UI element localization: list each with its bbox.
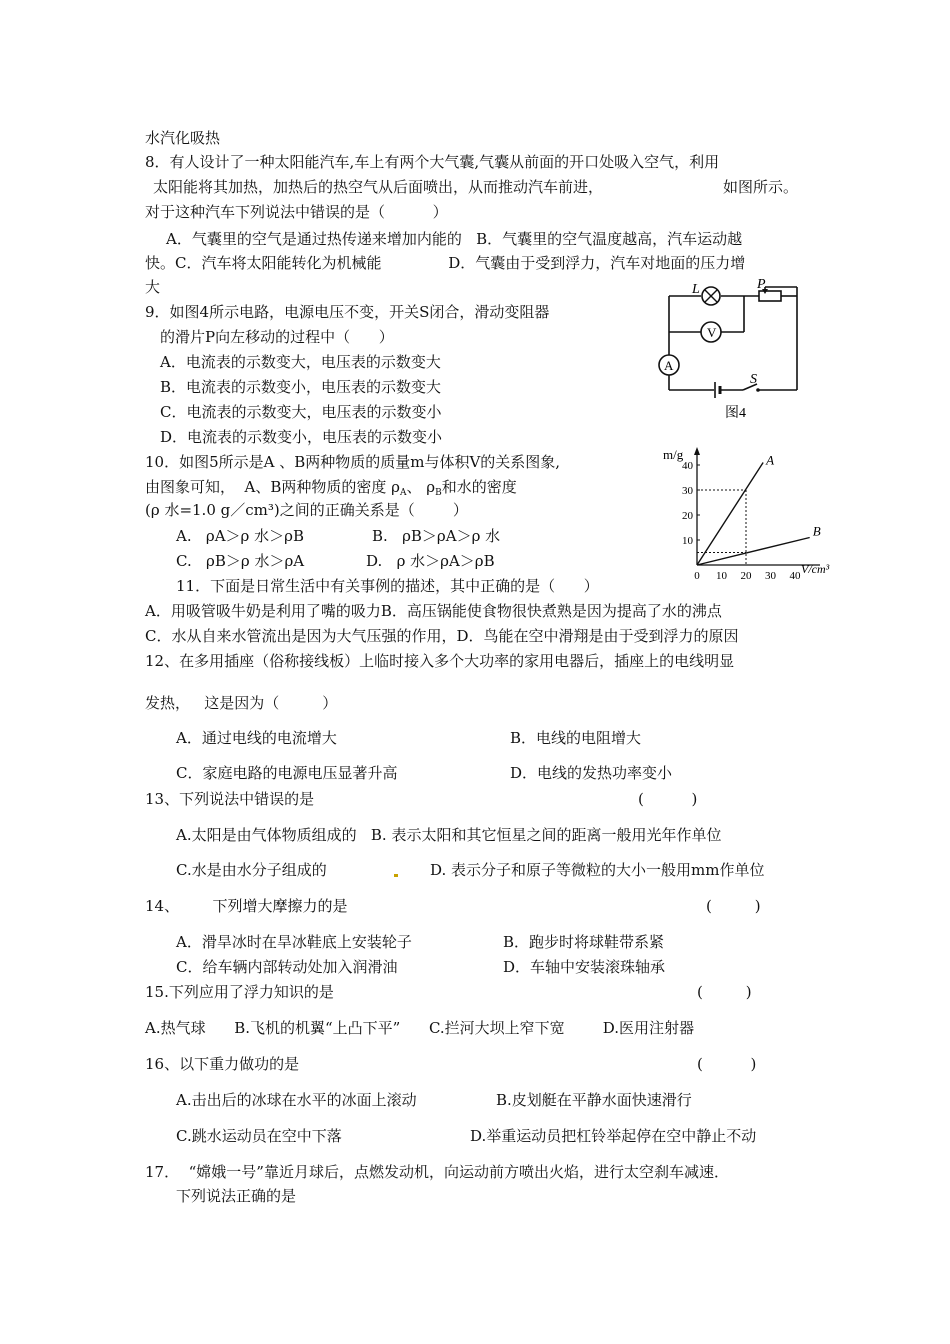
option-c: C.水是由水分子组成的 [176,861,327,879]
x-tick-label: 40 [789,570,801,582]
option-line: B．电流表的示数变小，电压表的示数变大 [160,378,442,396]
text-line: 对于这种汽车下列说法中错误的是（ ） [145,203,448,221]
y-tick-label: 10 [682,535,693,547]
text-line: 太阳能将其加热，加热后的热空气从后面喷出，从而推动汽车前进， [153,178,604,196]
series-a-label: A [766,452,775,468]
option-line: A．电流表的示数变大，电压表的示数变大 [160,353,441,371]
answer-blank: ( ) [706,897,761,915]
option-c: C．家庭电路的电源电压显著升高 [176,764,398,782]
option-d: D. 表示分子和原子等微粒的大小一般用mm作单位 [430,861,765,879]
switch-label: S [750,372,757,387]
circuit-diagram [655,275,815,425]
answer-blank: ( ) [638,790,698,808]
answer-blank: ( ) [697,1055,757,1073]
question-8: 8．有人设计了一种太阳能汽车,车上有两个大气囊,气囊从前面的开口处吸入空气，利用 [145,153,720,171]
option-line: A．气囊里的空气是通过热传递来增加内能的 B．气囊里的空气温度越高，汽车运动越 [166,230,743,248]
option-d: D．车轴中安装滚珠轴承 [503,958,666,976]
stray-mark [394,874,398,877]
x-tick-label: 30 [765,570,776,582]
y-tick-label: 40 [682,460,693,472]
question-16: 16、以下重力做功的是 [145,1055,300,1073]
option-line: C．水从自来水管流出是因为大气压强的作用，D．鸟能在空中滑翔是由于受到浮力的原因 [145,627,739,645]
y-axis-label: m/g [663,447,684,462]
text-line: 发热， 这是因为（ ） [145,694,338,712]
voltmeter-label: V [707,325,717,340]
option-a: A. ρA＞ρ 水＞ρB [176,527,304,545]
text-fragment: 由图象可知， A、B两种物质的密度 ρ [145,478,400,496]
option-line: A.热气球 B.飞机的机翼“上凸下平” C.拦河大坝上窄下宽 D.医用注射器 [145,1019,695,1037]
text-line: (ρ 水=1.0 g／cm³)之间的正确关系是（ ） [145,501,468,519]
series-line-a [697,463,763,566]
option-c: C．给车辆内部转动处加入润滑油 [176,958,398,976]
option-c: C. ρB＞ρ 水＞ρA [176,552,305,570]
option-a: A．通过电线的电流增大 [176,729,337,747]
subscript: B [435,488,442,498]
text-line: 的滑片P向左移动的过程中（ ） [160,328,394,346]
switch-icon [756,388,760,392]
option-line: D．电流表的示数变小，电压表的示数变小 [160,428,443,446]
option-a: A.击出后的冰球在水平的冰面上滚动 [176,1091,417,1109]
option-a: A．滑旱冰时在旱冰鞋底上安装轮子 [176,933,412,951]
option-line: A．用吸管吸牛奶是利用了嘴的吸力B．高压锅能使食物很快煮熟是因为提高了水的沸点 [145,602,722,620]
rheostat-icon [759,291,781,301]
y-axis-arrow [694,447,700,455]
question-14: 14、 下列增大摩擦力的是 [145,897,348,915]
option-b: B. ρB＞ρA＞ρ 水 [372,527,501,545]
option-line: A.太阳是由气体物质组成的 B. 表示太阳和其它恒星之间的距离一般用光年作单位 [176,826,722,844]
x-axis-label: V/cm³ [801,562,830,576]
question-13: 13、下列说法中错误的是 [145,790,315,808]
text-line: 如图所示。 [723,178,799,196]
battery-icon [715,382,720,398]
y-tick-label: 20 [682,510,693,522]
answer-blank: ( ) [697,983,752,1001]
text-line: 水汽化吸热 [145,129,221,147]
lamp-icon [702,287,720,305]
question-10: 10．如图5所示是A 、B两种物质的质量m与体积V的关系图象, [145,453,561,471]
option-b: B.皮划艇在平静水面快速滑行 [496,1091,692,1109]
option-d: D.举重运动员把杠铃举起停在空中静止不动 [470,1127,757,1145]
mass-volume-chart [655,443,840,583]
x-tick-label: 0 [694,570,700,582]
text-fragment: 、 ρ [406,478,436,496]
ammeter-label: A [664,358,674,373]
text-line: 大 [145,278,161,296]
option-b: B．电线的电阻增大 [510,729,642,747]
x-tick-label: 10 [716,570,727,582]
series-line-b [697,538,810,566]
x-tick-label: 20 [740,570,752,582]
option-c: C.跳水运动员在空中下落 [176,1127,342,1145]
question-15: 15.下列应用了浮力知识的是 [145,983,334,1001]
figure4-caption: 图4 [725,406,746,421]
option-d: D．电线的发热功率变小 [510,764,673,782]
question-17: 17． “嫦娥一号”靠近月球后，点燃发动机，向运动前方喷出火焰，进行太空刹车减速． [145,1163,729,1181]
question-11: 11．下面是日常生活中有关事例的描述，其中正确的是（ ） [176,577,599,595]
question-12: 12、在多用插座（俗称接线板）上临时接入多个大功率的家用电器后，插座上的电线明显 [145,652,735,670]
option-line: C．电流表的示数变大，电压表的示数变小 [160,403,442,421]
option-b: B．跑步时将球鞋带系紧 [503,933,665,951]
text-line: 下列说法正确的是 [176,1187,297,1205]
option-line: 快。C．汽车将太阳能转化为机械能 D．气囊由于受到浮力，汽车对地面的压力增 [145,254,746,272]
text-fragment: 和水的密度 [441,478,517,496]
lamp-label: L [692,282,700,297]
y-tick-label: 30 [682,485,693,497]
slider-label: P [757,277,766,292]
question-9: 9．如图4所示电路，电源电压不变，开关S闭合，滑动变阻器 [145,303,550,321]
series-b-label: B [812,523,821,539]
option-d: D. ρ 水＞ρA＞ρB [366,552,495,570]
subscript: A [399,488,407,498]
